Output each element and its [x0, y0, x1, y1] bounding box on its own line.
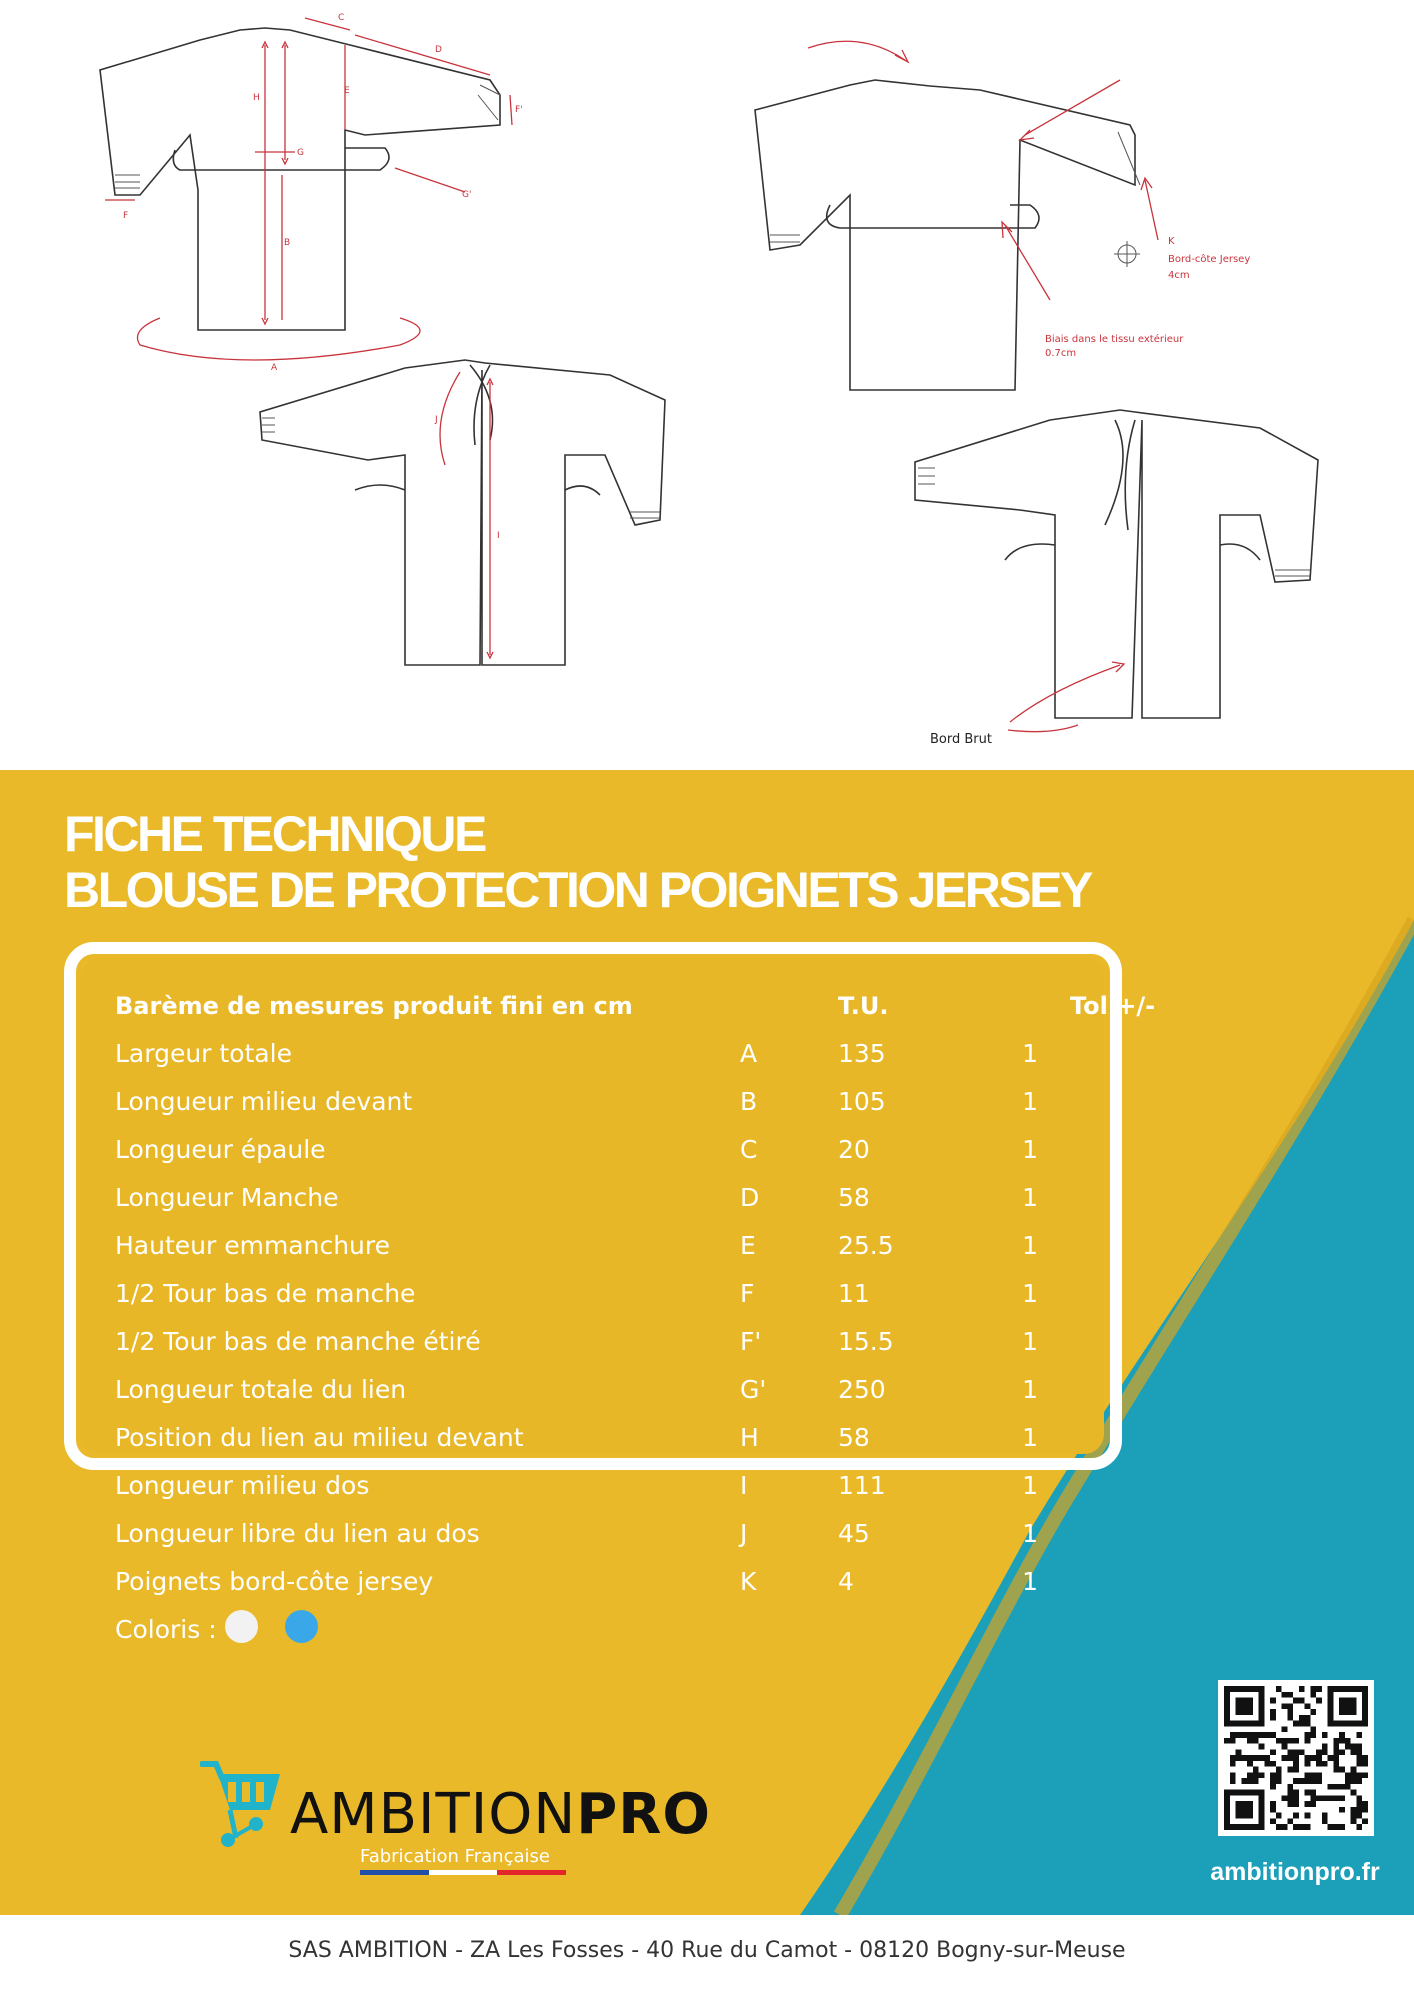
row-label: Poignets bord-côte jersey — [115, 1567, 434, 1596]
row-tolerance: 1 — [1022, 1039, 1038, 1068]
annotation-k-size: 4cm — [1168, 270, 1190, 281]
row-code: J — [740, 1519, 748, 1548]
row-code: G' — [740, 1375, 767, 1404]
front-view-measured — [100, 13, 523, 373]
row-code: A — [740, 1039, 758, 1068]
label-b: B — [284, 238, 291, 248]
label-f-prime: F' — [515, 105, 523, 115]
footer-address: SAS AMBITION - ZA Les Fosses - 40 Rue du Camot - 08120 Bogny-sur-Meuse — [0, 1915, 1414, 2000]
label-f: F — [123, 211, 129, 221]
front-view-construction — [755, 41, 1250, 390]
brand-name-bold: PRO — [576, 1782, 712, 1847]
table-row — [115, 1274, 1075, 1314]
row-label: 1/2 Tour bas de manche — [115, 1279, 416, 1308]
row-value: 11 — [838, 1279, 870, 1308]
row-value: 111 — [838, 1471, 886, 1500]
row-tolerance: 1 — [1022, 1183, 1038, 1212]
row-tolerance: 1 — [1022, 1471, 1038, 1500]
technical-drawing-area — [0, 0, 1414, 770]
table-row — [115, 1178, 1075, 1218]
row-tolerance: 1 — [1022, 1519, 1038, 1548]
table-header — [115, 986, 1156, 1026]
row-code: B — [740, 1087, 758, 1116]
row-tolerance: 1 — [1022, 1567, 1038, 1596]
row-value: 45 — [838, 1519, 870, 1548]
brand-name — [290, 1782, 711, 1847]
label-g: G — [297, 148, 304, 158]
annotation-biais-size: 0.7cm — [1045, 348, 1077, 359]
colors-row — [115, 1610, 1075, 1650]
row-tolerance: 1 — [1022, 1375, 1038, 1404]
row-tolerance: 1 — [1022, 1423, 1038, 1452]
spec-sheet-section — [0, 770, 1414, 1915]
row-label: Position du lien au milieu devant — [115, 1423, 524, 1452]
header-size: T.U. — [838, 992, 889, 1020]
table-row — [115, 1514, 1075, 1554]
row-value: 25.5 — [838, 1231, 894, 1260]
color-swatch-blue — [285, 1610, 318, 1643]
row-code: I — [740, 1471, 748, 1500]
brand-tagline: Fabrication Française — [360, 1846, 550, 1867]
table-row — [115, 1034, 1075, 1074]
french-flag-bar — [360, 1870, 566, 1875]
annotation-biais-text: Biais dans le tissu extérieur — [1045, 334, 1184, 345]
table-row — [115, 1370, 1075, 1410]
header-tolerance: Tol +/- — [1070, 992, 1156, 1020]
row-code: C — [740, 1135, 758, 1164]
row-tolerance: 1 — [1022, 1135, 1038, 1164]
label-h: H — [253, 93, 260, 103]
row-code: F' — [740, 1327, 762, 1356]
row-label: 1/2 Tour bas de manche étiré — [115, 1327, 481, 1356]
row-tolerance: 1 — [1022, 1087, 1038, 1116]
row-label: Longueur totale du lien — [115, 1375, 407, 1404]
qr-code[interactable] — [1218, 1680, 1374, 1836]
row-code: H — [740, 1423, 759, 1452]
table-row — [115, 1562, 1075, 1602]
qr-code-icon — [1224, 1686, 1368, 1830]
row-label: Longueur Manche — [115, 1183, 339, 1212]
row-label: Largeur totale — [115, 1039, 292, 1068]
website-link[interactable]: ambitionpro.fr — [1210, 1858, 1380, 1886]
row-label: Longueur libre du lien au dos — [115, 1519, 480, 1548]
row-value: 20 — [838, 1135, 870, 1164]
label-i: I — [497, 531, 500, 541]
row-value: 135 — [838, 1039, 886, 1068]
row-code: E — [740, 1231, 756, 1260]
row-value: 58 — [838, 1183, 870, 1212]
row-code: K — [740, 1567, 757, 1596]
colors-label: Coloris : — [115, 1615, 217, 1644]
row-value: 58 — [838, 1423, 870, 1452]
row-tolerance: 1 — [1022, 1327, 1038, 1356]
table-row — [115, 1226, 1075, 1266]
label-j: J — [435, 415, 438, 425]
color-swatch-white — [225, 1610, 258, 1643]
row-code: F — [740, 1279, 755, 1308]
back-view-construction — [915, 410, 1318, 747]
row-label: Longueur épaule — [115, 1135, 326, 1164]
row-code: D — [740, 1183, 760, 1212]
row-value: 250 — [838, 1375, 886, 1404]
table-row — [115, 1322, 1075, 1362]
row-tolerance: 1 — [1022, 1231, 1038, 1260]
brand-logo — [200, 1760, 760, 1880]
row-value: 105 — [838, 1087, 886, 1116]
header-label: Barème de mesures produit fini en cm — [115, 992, 633, 1020]
garment-sketches — [0, 0, 1414, 770]
table-row — [115, 1466, 1075, 1506]
cart-icon — [200, 1760, 290, 1850]
label-d: D — [435, 45, 442, 55]
row-label: Hauteur emmanchure — [115, 1231, 391, 1260]
row-tolerance: 1 — [1022, 1279, 1038, 1308]
annotation-raw-edge: Bord Brut — [930, 732, 992, 747]
annotation-k-code: K — [1168, 236, 1175, 247]
row-value: 4 — [838, 1567, 854, 1596]
row-label: Longueur milieu devant — [115, 1087, 413, 1116]
page-title-line-2: BLOUSE DE PROTECTION POIGNETS JERSEY — [64, 862, 1091, 918]
label-g-prime: G' — [462, 190, 472, 200]
row-value: 15.5 — [838, 1327, 894, 1356]
back-view-measured — [260, 360, 665, 665]
table-row — [115, 1130, 1075, 1170]
label-a: A — [271, 363, 278, 373]
table-row — [115, 1082, 1075, 1122]
brand-name-light: AMBITION — [290, 1782, 577, 1847]
row-label: Longueur milieu dos — [115, 1471, 370, 1500]
annotation-k-text: Bord-côte Jersey — [1168, 254, 1251, 265]
label-c: C — [338, 13, 345, 23]
page-title-line-1: FICHE TECHNIQUE — [64, 806, 485, 862]
label-e: E — [344, 86, 350, 96]
table-row — [115, 1418, 1075, 1458]
